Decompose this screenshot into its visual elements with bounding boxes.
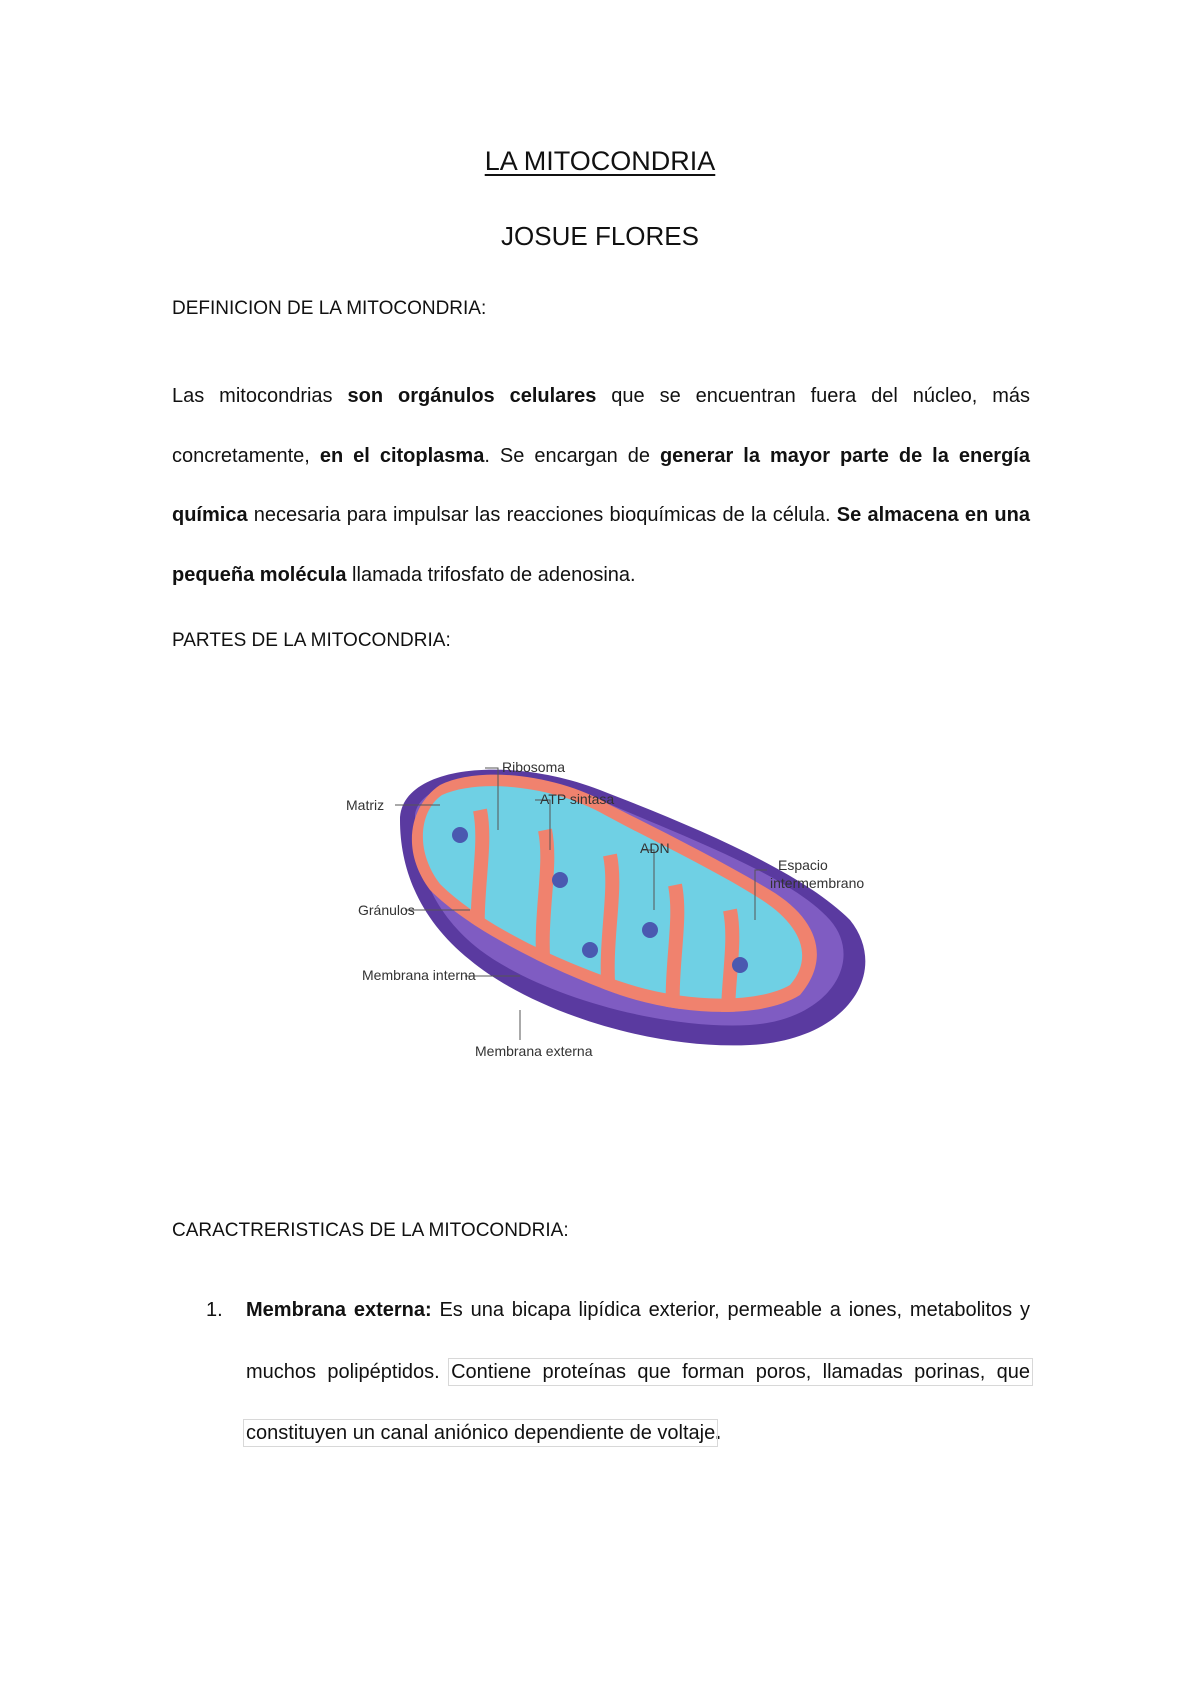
label-intermembrano: intermembrano xyxy=(770,875,865,891)
label-ribosoma: Ribosoma xyxy=(502,760,566,775)
label-matriz: Matriz xyxy=(346,797,385,813)
parts-heading: PARTES DE LA MITOCONDRIA: xyxy=(172,630,451,651)
definition-segment: necesaria para impulsar las reacciones bioquímicas de la célula. xyxy=(247,504,837,526)
list-term: Membrana externa xyxy=(246,1299,425,1321)
label-espacio: Espacio xyxy=(778,857,828,873)
definition-paragraph xyxy=(172,367,1030,605)
features-list xyxy=(206,1280,1030,1465)
list-item xyxy=(206,1280,1030,1465)
granule-dot xyxy=(552,872,568,888)
document-title: LA MITOCONDRIA xyxy=(484,146,716,176)
crista-fold xyxy=(543,830,548,980)
granule-dot xyxy=(642,922,658,938)
definition-segment: que se encuentran fuera del núcleo, más concretamente, xyxy=(172,385,1030,467)
definition-segment: en el citoplasma xyxy=(319,444,485,467)
granule-dot xyxy=(582,942,598,958)
label-atp-sintasa: ATP sintasa xyxy=(540,791,615,807)
features-heading: CARACTRERISTICAS DE LA MITOCONDRIA: xyxy=(172,1220,569,1241)
definition-segment: Las mitocondrias xyxy=(172,385,348,407)
mitochondria-diagram xyxy=(330,760,950,1110)
label-granulos: Gránulos xyxy=(358,902,415,918)
list-term-separator: : xyxy=(424,1299,440,1321)
definition-heading: DEFINICION DE LA MITOCONDRIA: xyxy=(172,298,487,319)
label-membrana-interna: Membrana interna xyxy=(362,967,476,983)
label-membrana-externa: Membrana externa xyxy=(475,1043,593,1059)
definition-segment: Se almacena en una pequeña molécula xyxy=(172,504,1030,586)
list-number: 1. xyxy=(206,1299,223,1321)
list-end-punct: . xyxy=(715,1422,721,1444)
definition-segment: generar la mayor parte de la energía química xyxy=(172,444,1030,526)
comment-highlight-text: Contiene proteínas que forman poros, llamadas porinas, que constituyen un canal aniónico dependiente de voltaje xyxy=(246,1360,1030,1444)
author-name: JOSUE FLORES xyxy=(501,221,699,251)
granule-dot xyxy=(732,957,748,973)
crista-fold xyxy=(608,855,613,1005)
definition-segment: . Se encargan de xyxy=(484,444,660,467)
definition-segment: llamada trifosfato de adenosina. xyxy=(346,563,636,586)
granule-dot xyxy=(452,827,468,843)
definition-segment: son orgánulos celulares xyxy=(347,385,597,407)
list-text: Es una bicapa lipídica exterior, permeable a iones, metabolitos y muchos polipéptidos. xyxy=(246,1299,1030,1383)
label-adn: ADN xyxy=(640,840,670,856)
